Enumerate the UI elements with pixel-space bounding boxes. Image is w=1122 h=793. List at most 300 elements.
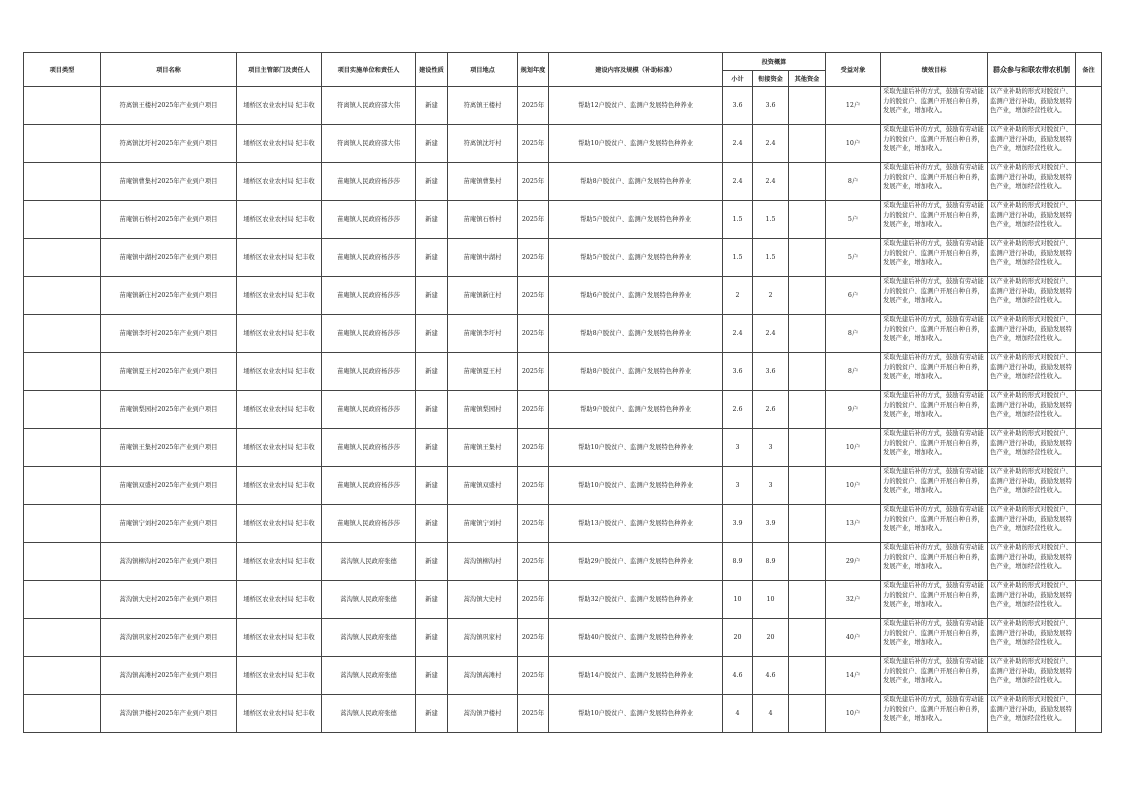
cell-mechanism — [988, 619, 1076, 657]
cell-mechanism-text: 以产业补助的形式对脱贫户、监测户进行补助，鼓励发展特色产业，增加经营性收入。 — [990, 164, 1072, 191]
cell-impl: 苗庵镇人民政府杨莎莎 — [322, 277, 416, 315]
header-dept: 项目主管部门及责任人 — [237, 53, 322, 87]
cell-content: 帮助10户脱贫户、监测户发展特色种养业 — [549, 467, 723, 505]
table-row — [24, 125, 1102, 163]
cell-year: 2025年 — [518, 505, 549, 543]
cell-remark — [1076, 87, 1102, 125]
cell-nature: 新建 — [416, 277, 448, 315]
cell-type — [24, 429, 101, 467]
cell-location: 苗庵镇夏王村 — [448, 353, 518, 391]
cell-fund: 1.5 — [753, 201, 789, 239]
cell-fund: 3.6 — [753, 87, 789, 125]
cell-type — [24, 315, 101, 353]
cell-mechanism-text: 以产业补助的形式对脱贫户、监测户进行补助，鼓励发展特色产业，增加经营性收入。 — [990, 468, 1072, 495]
cell-content: 帮助10户脱贫户、监测户发展特色种养业 — [549, 429, 723, 467]
cell-subtotal: 4.6 — [723, 657, 753, 695]
cell-perf — [881, 163, 988, 201]
cell-mechanism — [988, 581, 1076, 619]
cell-perf — [881, 125, 988, 163]
cell-type — [24, 543, 101, 581]
cell-location: 苗庵镇曹集村 — [448, 163, 518, 201]
cell-impl: 蒿沟镇人民政府张德 — [322, 619, 416, 657]
cell-dept: 埇桥区农业农村局 纪丰收 — [237, 201, 322, 239]
table-row — [24, 391, 1102, 429]
cell-remark — [1076, 657, 1102, 695]
cell-type — [24, 239, 101, 277]
cell-beneficiary: 8户 — [826, 163, 881, 201]
cell-impl: 蒿沟镇人民政府张德 — [322, 581, 416, 619]
cell-other — [789, 353, 826, 391]
table-row — [24, 505, 1102, 543]
cell-perf-text: 采取先建后补的方式，鼓励有劳动能力的脱贫户、监测户开展自种自养，发展产业，增加收入。 — [883, 278, 984, 305]
cell-type — [24, 87, 101, 125]
cell-subtotal: 3 — [723, 429, 753, 467]
cell-perf-text: 采取先建后补的方式，鼓励有劳动能力的脱贫户、监测户开展自种自养，发展产业，增加收入。 — [883, 88, 984, 115]
cell-other — [789, 543, 826, 581]
cell-other — [789, 695, 826, 733]
cell-beneficiary: 10户 — [826, 695, 881, 733]
cell-mechanism-text: 以产业补助的形式对脱贫户、监测户进行补助，鼓励发展特色产业，增加经营性收入。 — [990, 392, 1072, 419]
cell-perf-text: 采取先建后补的方式，鼓励有劳动能力的脱贫户、监测户开展自种自养，发展产业，增加收入。 — [883, 354, 984, 381]
cell-perf-text: 采取先建后补的方式，鼓励有劳动能力的脱贫户、监测户开展自种自养，发展产业，增加收入。 — [883, 582, 984, 609]
cell-other — [789, 429, 826, 467]
cell-fund: 8.9 — [753, 543, 789, 581]
cell-content: 帮助13户脱贫户、监测户发展特色种养业 — [549, 505, 723, 543]
table-row — [24, 581, 1102, 619]
table-row — [24, 695, 1102, 733]
cell-year: 2025年 — [518, 581, 549, 619]
cell-name: 苗庵镇宁刘村2025年产业到户项目 — [101, 505, 237, 543]
table-row — [24, 239, 1102, 277]
table-row — [24, 201, 1102, 239]
cell-fund: 2.4 — [753, 315, 789, 353]
cell-nature: 新建 — [416, 429, 448, 467]
cell-perf-text: 采取先建后补的方式，鼓励有劳动能力的脱贫户、监测户开展自种自养，发展产业，增加收入。 — [883, 316, 984, 343]
cell-perf-text: 采取先建后补的方式，鼓励有劳动能力的脱贫户、监测户开展自种自养，发展产业，增加收入。 — [883, 696, 984, 723]
cell-mechanism — [988, 467, 1076, 505]
cell-impl: 苗庵镇人民政府杨莎莎 — [322, 505, 416, 543]
cell-subtotal: 8.9 — [723, 543, 753, 581]
cell-perf-text: 采取先建后补的方式，鼓励有劳动能力的脱贫户、监测户开展自种自养，发展产业，增加收入。 — [883, 430, 984, 457]
cell-dept: 埇桥区农业农村局 纪丰收 — [237, 125, 322, 163]
cell-type — [24, 125, 101, 163]
cell-subtotal: 2 — [723, 277, 753, 315]
cell-impl: 蒿沟镇人民政府张德 — [322, 695, 416, 733]
cell-content: 帮助5户脱贫户、监测户发展特色种养业 — [549, 201, 723, 239]
cell-location: 苗庵镇新庄村 — [448, 277, 518, 315]
cell-nature: 新建 — [416, 391, 448, 429]
cell-perf — [881, 429, 988, 467]
table-row — [24, 619, 1102, 657]
cell-mechanism — [988, 163, 1076, 201]
cell-year: 2025年 — [518, 467, 549, 505]
cell-name: 蒿沟镇大史村2025年产业到户项目 — [101, 581, 237, 619]
cell-name: 苗庵镇李圩村2025年产业到户项目 — [101, 315, 237, 353]
cell-type — [24, 163, 101, 201]
cell-type — [24, 201, 101, 239]
cell-subtotal: 3 — [723, 467, 753, 505]
cell-nature: 新建 — [416, 239, 448, 277]
cell-nature: 新建 — [416, 467, 448, 505]
cell-fund: 3 — [753, 467, 789, 505]
cell-dept: 埇桥区农业农村局 纪丰收 — [237, 619, 322, 657]
cell-beneficiary: 8户 — [826, 315, 881, 353]
cell-nature: 新建 — [416, 353, 448, 391]
cell-dept: 埇桥区农业农村局 纪丰收 — [237, 429, 322, 467]
cell-nature: 新建 — [416, 87, 448, 125]
cell-content: 帮助8户脱贫户、监测户发展特色种养业 — [549, 315, 723, 353]
cell-subtotal: 2.4 — [723, 125, 753, 163]
cell-subtotal: 2.4 — [723, 315, 753, 353]
cell-mechanism — [988, 201, 1076, 239]
cell-content: 帮助10户脱贫户、监测户发展特色种养业 — [549, 125, 723, 163]
cell-subtotal: 3.9 — [723, 505, 753, 543]
cell-name: 苗庵镇夏王村2025年产业到户项目 — [101, 353, 237, 391]
cell-content: 帮助14户脱贫户、监测户发展特色种养业 — [549, 657, 723, 695]
cell-type — [24, 619, 101, 657]
cell-year: 2025年 — [518, 125, 549, 163]
cell-perf — [881, 695, 988, 733]
cell-location: 蒿沟镇柳沟村 — [448, 543, 518, 581]
cell-name: 符离镇王楼村2025年产业到户项目 — [101, 87, 237, 125]
cell-remark — [1076, 391, 1102, 429]
cell-fund: 2.6 — [753, 391, 789, 429]
header-type: 项目类型 — [24, 53, 101, 87]
cell-mechanism-text: 以产业补助的形式对脱贫户、监测户进行补助，鼓励发展特色产业，增加经营性收入。 — [990, 620, 1072, 647]
cell-dept: 埇桥区农业农村局 纪丰收 — [237, 391, 322, 429]
cell-remark — [1076, 467, 1102, 505]
cell-beneficiary: 5户 — [826, 239, 881, 277]
cell-year: 2025年 — [518, 239, 549, 277]
cell-other — [789, 201, 826, 239]
cell-remark — [1076, 505, 1102, 543]
cell-perf — [881, 315, 988, 353]
cell-location: 蒿沟镇大史村 — [448, 581, 518, 619]
cell-perf — [881, 87, 988, 125]
header-beneficiary: 受益对象 — [826, 53, 881, 87]
cell-perf — [881, 239, 988, 277]
cell-impl: 苗庵镇人民政府杨莎莎 — [322, 201, 416, 239]
cell-location: 蒿沟镇高滩村 — [448, 657, 518, 695]
cell-perf-text: 采取先建后补的方式，鼓励有劳动能力的脱贫户、监测户开展自种自养，发展产业，增加收入。 — [883, 202, 984, 229]
cell-location: 苗庵镇双盛村 — [448, 467, 518, 505]
cell-content: 帮助9户脱贫户、监测户发展特色种养业 — [549, 391, 723, 429]
cell-perf-text: 采取先建后补的方式，鼓励有劳动能力的脱贫户、监测户开展自种自养，发展产业，增加收入。 — [883, 468, 984, 495]
cell-location: 苗庵镇李圩村 — [448, 315, 518, 353]
cell-beneficiary: 40户 — [826, 619, 881, 657]
cell-dept: 埇桥区农业农村局 纪丰收 — [237, 239, 322, 277]
cell-mechanism — [988, 87, 1076, 125]
table-row — [24, 315, 1102, 353]
cell-impl: 苗庵镇人民政府杨莎莎 — [322, 429, 416, 467]
cell-perf — [881, 391, 988, 429]
cell-dept: 埇桥区农业农村局 纪丰收 — [237, 277, 322, 315]
cell-mechanism — [988, 695, 1076, 733]
cell-type — [24, 391, 101, 429]
cell-subtotal: 3.6 — [723, 87, 753, 125]
cell-content: 帮助12户脱贫户、监测户发展特色种养业 — [549, 87, 723, 125]
cell-mechanism-text: 以产业补助的形式对脱贫户、监测户进行补助，鼓励发展特色产业，增加经营性收入。 — [990, 658, 1072, 685]
cell-year: 2025年 — [518, 429, 549, 467]
cell-mechanism — [988, 277, 1076, 315]
cell-impl: 苗庵镇人民政府杨莎莎 — [322, 315, 416, 353]
table-row — [24, 467, 1102, 505]
cell-name: 符离镇沈圩村2025年产业到户项目 — [101, 125, 237, 163]
cell-remark — [1076, 201, 1102, 239]
cell-type — [24, 505, 101, 543]
cell-beneficiary: 5户 — [826, 201, 881, 239]
cell-impl: 苗庵镇人民政府杨莎莎 — [322, 391, 416, 429]
cell-year: 2025年 — [518, 391, 549, 429]
cell-location: 符离镇沈圩村 — [448, 125, 518, 163]
cell-perf-text: 采取先建后补的方式，鼓励有劳动能力的脱贫户、监测户开展自种自养，发展产业，增加收入。 — [883, 392, 984, 419]
cell-remark — [1076, 619, 1102, 657]
cell-beneficiary: 10户 — [826, 125, 881, 163]
header-mechanism: 群众参与和联农带农机制 — [988, 53, 1076, 87]
header-impl: 项目实施单位和责任人 — [322, 53, 416, 87]
cell-mechanism — [988, 353, 1076, 391]
cell-mechanism — [988, 315, 1076, 353]
cell-mechanism-text: 以产业补助的形式对脱贫户、监测户进行补助，鼓励发展特色产业，增加经营性收入。 — [990, 696, 1072, 723]
cell-other — [789, 315, 826, 353]
cell-other — [789, 239, 826, 277]
cell-year: 2025年 — [518, 87, 549, 125]
cell-name: 苗庵镇新庄村2025年产业到户项目 — [101, 277, 237, 315]
cell-mechanism-text: 以产业补助的形式对脱贫户、监测户进行补助，鼓励发展特色产业，增加经营性收入。 — [990, 506, 1072, 533]
cell-content: 帮助6户脱贫户、监测户发展特色种养业 — [549, 277, 723, 315]
cell-content: 帮助10户脱贫户、监测户发展特色种养业 — [549, 695, 723, 733]
cell-year: 2025年 — [518, 543, 549, 581]
cell-remark — [1076, 315, 1102, 353]
cell-name: 苗庵镇梨园村2025年产业到户项目 — [101, 391, 237, 429]
cell-dept: 埇桥区农业农村局 纪丰收 — [237, 163, 322, 201]
cell-perf — [881, 505, 988, 543]
table-body — [24, 87, 1102, 733]
header-content: 建设内容及规模（补助标准） — [549, 53, 723, 87]
cell-content: 帮助32户脱贫户、监测户发展特色种养业 — [549, 581, 723, 619]
table-row — [24, 277, 1102, 315]
cell-location: 苗庵镇宁刘村 — [448, 505, 518, 543]
cell-other — [789, 619, 826, 657]
cell-year: 2025年 — [518, 619, 549, 657]
cell-remark — [1076, 429, 1102, 467]
header-perf: 绩效目标 — [881, 53, 988, 87]
cell-fund: 2.4 — [753, 163, 789, 201]
cell-beneficiary: 8户 — [826, 353, 881, 391]
cell-beneficiary: 14户 — [826, 657, 881, 695]
cell-impl: 苗庵镇人民政府杨莎莎 — [322, 467, 416, 505]
cell-year: 2025年 — [518, 353, 549, 391]
cell-perf-text: 采取先建后补的方式，鼓励有劳动能力的脱贫户、监测户开展自种自养，发展产业，增加收入。 — [883, 620, 984, 647]
cell-year: 2025年 — [518, 315, 549, 353]
cell-fund: 3.9 — [753, 505, 789, 543]
cell-impl: 符离镇人民政府邵大伟 — [322, 125, 416, 163]
cell-perf — [881, 543, 988, 581]
cell-year: 2025年 — [518, 201, 549, 239]
cell-location: 苗庵镇石桥村 — [448, 201, 518, 239]
cell-mechanism-text: 以产业补助的形式对脱贫户、监测户进行补助，鼓励发展特色产业，增加经营性收入。 — [990, 278, 1072, 305]
cell-remark — [1076, 695, 1102, 733]
header-year: 规划年度 — [518, 53, 549, 87]
cell-dept: 埇桥区农业农村局 纪丰收 — [237, 657, 322, 695]
cell-fund: 4 — [753, 695, 789, 733]
cell-content: 帮助8户脱贫户、监测户发展特色种养业 — [549, 163, 723, 201]
header-invest: 投资概算 — [723, 53, 826, 71]
cell-nature: 新建 — [416, 201, 448, 239]
cell-nature: 新建 — [416, 315, 448, 353]
header-other: 其他资金 — [789, 71, 826, 87]
cell-year: 2025年 — [518, 657, 549, 695]
cell-remark — [1076, 581, 1102, 619]
cell-remark — [1076, 125, 1102, 163]
header-fund: 衔接资金 — [753, 71, 789, 87]
cell-impl: 苗庵镇人民政府杨莎莎 — [322, 163, 416, 201]
cell-type — [24, 581, 101, 619]
cell-dept: 埇桥区农业农村局 纪丰收 — [237, 505, 322, 543]
cell-subtotal: 1.5 — [723, 201, 753, 239]
cell-mechanism — [988, 429, 1076, 467]
cell-impl: 苗庵镇人民政府杨莎莎 — [322, 353, 416, 391]
table-row — [24, 657, 1102, 695]
cell-name: 蒿沟镇尹楼村2025年产业到户项目 — [101, 695, 237, 733]
cell-perf — [881, 201, 988, 239]
cell-mechanism-text: 以产业补助的形式对脱贫户、监测户进行补助，鼓励发展特色产业，增加经营性收入。 — [990, 88, 1072, 115]
cell-name: 苗庵镇中湖村2025年产业到户项目 — [101, 239, 237, 277]
cell-mechanism-text: 以产业补助的形式对脱贫户、监测户进行补助，鼓励发展特色产业，增加经营性收入。 — [990, 240, 1072, 267]
cell-remark — [1076, 239, 1102, 277]
cell-type — [24, 695, 101, 733]
cell-perf-text: 采取先建后补的方式，鼓励有劳动能力的脱贫户、监测户开展自种自养，发展产业，增加收入。 — [883, 544, 984, 571]
cell-beneficiary: 29户 — [826, 543, 881, 581]
header-location: 项目地点 — [448, 53, 518, 87]
cell-year: 2025年 — [518, 695, 549, 733]
cell-impl: 蒿沟镇人民政府张德 — [322, 543, 416, 581]
cell-dept: 埇桥区农业农村局 纪丰收 — [237, 467, 322, 505]
cell-beneficiary: 12户 — [826, 87, 881, 125]
cell-subtotal: 3.6 — [723, 353, 753, 391]
cell-other — [789, 467, 826, 505]
cell-location: 符离镇王楼村 — [448, 87, 518, 125]
cell-mechanism — [988, 239, 1076, 277]
cell-other — [789, 277, 826, 315]
cell-dept: 埇桥区农业农村局 纪丰收 — [237, 695, 322, 733]
cell-fund: 2.4 — [753, 125, 789, 163]
cell-dept: 埇桥区农业农村局 纪丰收 — [237, 353, 322, 391]
cell-fund: 1.5 — [753, 239, 789, 277]
cell-nature: 新建 — [416, 657, 448, 695]
cell-location: 蒿沟镇巩家村 — [448, 619, 518, 657]
header-name: 项目名称 — [101, 53, 237, 87]
cell-location: 苗庵镇梨园村 — [448, 391, 518, 429]
cell-name: 苗庵镇王集村2025年产业到户项目 — [101, 429, 237, 467]
table-row — [24, 543, 1102, 581]
cell-mechanism — [988, 657, 1076, 695]
cell-dept: 埇桥区农业农村局 纪丰收 — [237, 315, 322, 353]
cell-mechanism-text: 以产业补助的形式对脱贫户、监测户进行补助，鼓励发展特色产业，增加经营性收入。 — [990, 202, 1072, 229]
cell-other — [789, 391, 826, 429]
cell-content: 帮助5户脱贫户、监测户发展特色种养业 — [549, 239, 723, 277]
cell-perf — [881, 619, 988, 657]
cell-type — [24, 657, 101, 695]
cell-perf-text: 采取先建后补的方式，鼓励有劳动能力的脱贫户、监测户开展自种自养，发展产业，增加收入。 — [883, 126, 984, 153]
cell-mechanism — [988, 543, 1076, 581]
cell-name: 苗庵镇双盛村2025年产业到户项目 — [101, 467, 237, 505]
cell-fund: 4.6 — [753, 657, 789, 695]
cell-content: 帮助29户脱贫户、监测户发展特色种养业 — [549, 543, 723, 581]
cell-type — [24, 467, 101, 505]
cell-mechanism-text: 以产业补助的形式对脱贫户、监测户进行补助，鼓励发展特色产业，增加经营性收入。 — [990, 316, 1072, 343]
cell-mechanism — [988, 125, 1076, 163]
cell-dept: 埇桥区农业农村局 纪丰收 — [237, 543, 322, 581]
cell-mechanism-text: 以产业补助的形式对脱贫户、监测户进行补助，鼓励发展特色产业，增加经营性收入。 — [990, 582, 1072, 609]
cell-perf-text: 采取先建后补的方式，鼓励有劳动能力的脱贫户、监测户开展自种自养，发展产业，增加收入。 — [883, 240, 984, 267]
cell-perf-text: 采取先建后补的方式，鼓励有劳动能力的脱贫户、监测户开展自种自养，发展产业，增加收入。 — [883, 658, 984, 685]
cell-other — [789, 505, 826, 543]
cell-remark — [1076, 163, 1102, 201]
cell-other — [789, 87, 826, 125]
cell-nature: 新建 — [416, 125, 448, 163]
cell-other — [789, 581, 826, 619]
project-table — [23, 52, 1102, 733]
cell-mechanism-text: 以产业补助的形式对脱贫户、监测户进行补助，鼓励发展特色产业，增加经营性收入。 — [990, 430, 1072, 457]
cell-nature: 新建 — [416, 581, 448, 619]
header-remark: 备注 — [1076, 53, 1102, 87]
cell-beneficiary: 9户 — [826, 391, 881, 429]
cell-location: 苗庵镇王集村 — [448, 429, 518, 467]
cell-perf-text: 采取先建后补的方式，鼓励有劳动能力的脱贫户、监测户开展自种自养，发展产业，增加收入。 — [883, 164, 984, 191]
cell-perf — [881, 353, 988, 391]
cell-mechanism-text: 以产业补助的形式对脱贫户、监测户进行补助，鼓励发展特色产业，增加经营性收入。 — [990, 354, 1072, 381]
cell-type — [24, 277, 101, 315]
cell-name: 蒿沟镇高滩村2025年产业到户项目 — [101, 657, 237, 695]
cell-other — [789, 163, 826, 201]
cell-year: 2025年 — [518, 163, 549, 201]
project-table-sheet — [23, 52, 1101, 736]
cell-year: 2025年 — [518, 277, 549, 315]
header-subtotal: 小计 — [723, 71, 753, 87]
cell-beneficiary: 10户 — [826, 429, 881, 467]
table-row — [24, 87, 1102, 125]
cell-mechanism-text: 以产业补助的形式对脱贫户、监测户进行补助，鼓励发展特色产业，增加经营性收入。 — [990, 126, 1072, 153]
cell-subtotal: 2.6 — [723, 391, 753, 429]
cell-name: 蒿沟镇柳沟村2025年产业到户项目 — [101, 543, 237, 581]
cell-mechanism — [988, 505, 1076, 543]
cell-perf — [881, 581, 988, 619]
cell-nature: 新建 — [416, 163, 448, 201]
cell-nature: 新建 — [416, 505, 448, 543]
cell-other — [789, 657, 826, 695]
table-row — [24, 353, 1102, 391]
cell-dept: 埇桥区农业农村局 纪丰收 — [237, 87, 322, 125]
cell-remark — [1076, 277, 1102, 315]
cell-nature: 新建 — [416, 619, 448, 657]
cell-fund: 20 — [753, 619, 789, 657]
cell-name: 苗庵镇石桥村2025年产业到户项目 — [101, 201, 237, 239]
cell-location: 蒿沟镇尹楼村 — [448, 695, 518, 733]
cell-mechanism — [988, 391, 1076, 429]
cell-content: 帮助8户脱贫户、监测户发展特色种养业 — [549, 353, 723, 391]
cell-remark — [1076, 353, 1102, 391]
cell-subtotal: 2.4 — [723, 163, 753, 201]
cell-type — [24, 353, 101, 391]
cell-impl: 符离镇人民政府邵大伟 — [322, 87, 416, 125]
cell-location: 苗庵镇中湖村 — [448, 239, 518, 277]
cell-impl: 蒿沟镇人民政府张德 — [322, 657, 416, 695]
cell-perf-text: 采取先建后补的方式，鼓励有劳动能力的脱贫户、监测户开展自种自养，发展产业，增加收入。 — [883, 506, 984, 533]
cell-perf — [881, 277, 988, 315]
header-nature: 建设性质 — [416, 53, 448, 87]
cell-mechanism-text: 以产业补助的形式对脱贫户、监测户进行补助，鼓励发展特色产业，增加经营性收入。 — [990, 544, 1072, 571]
